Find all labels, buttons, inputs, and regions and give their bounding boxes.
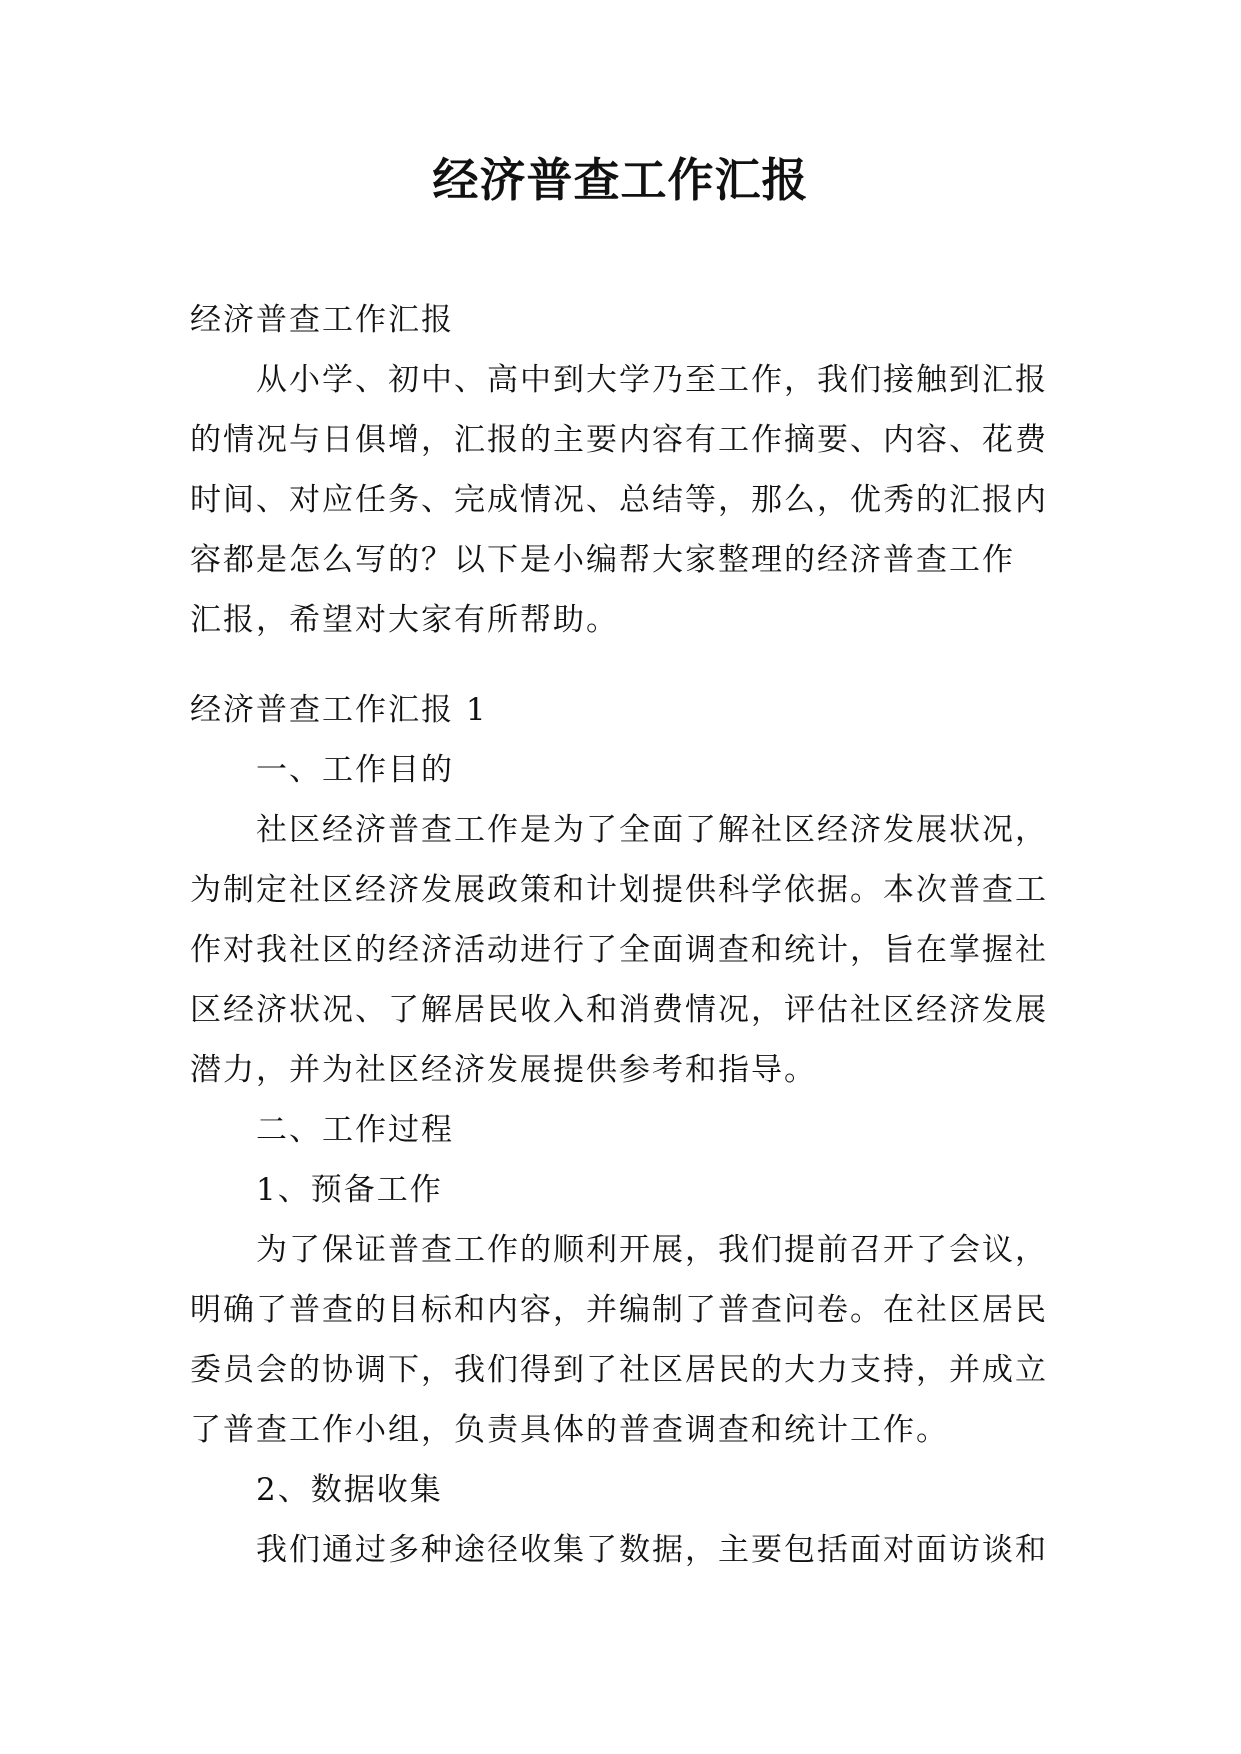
purpose-line: 作对我社区的经济活动进行了全面调查和统计，旨在掌握社 [190, 932, 1048, 968]
section-heading: 经济普查工作汇报 1 [190, 692, 488, 728]
intro-paragraph [190, 350, 1055, 650]
intro-line: 时间、对应任务、完成情况、总结等，那么，优秀的汇报内 [190, 482, 1048, 518]
purpose-paragraph [190, 800, 1055, 1100]
intro-line: 的情况与日俱增，汇报的主要内容有工作摘要、内容、花费 [190, 422, 1048, 458]
purpose-line: 区经济状况、了解居民收入和消费情况，评估社区经济发展 [190, 992, 1048, 1028]
purpose-heading: 一、工作目的 [256, 752, 454, 788]
data-paragraph [190, 1520, 1055, 1580]
intro-line: 汇报，希望对大家有所帮助。 [190, 602, 619, 638]
data-heading: 2、数据收集 [256, 1472, 443, 1508]
prep-paragraph [190, 1220, 1055, 1460]
document-title: 经济普查工作汇报 [432, 153, 809, 207]
process-heading: 二、工作过程 [256, 1112, 454, 1148]
paragraph-gap [190, 650, 1055, 680]
data-line: 我们通过多种途径收集了数据，主要包括面对面访谈和 [256, 1532, 1048, 1568]
intro-line: 从小学、初中、高中到大学乃至工作，我们接触到汇报 [256, 362, 1048, 398]
intro-line: 容都是怎么写的？以下是小编帮大家整理的经济普查工作 [190, 542, 1015, 578]
subtitle: 经济普查工作汇报 [190, 302, 454, 338]
purpose-line: 社区经济普查工作是为了全面了解社区经济发展状况， [256, 812, 1048, 848]
purpose-line: 为制定社区经济发展政策和计划提供科学依据。本次普查工 [190, 872, 1048, 908]
prep-line: 了普查工作小组，负责具体的普查调查和统计工作。 [190, 1412, 949, 1448]
prep-line: 委员会的协调下，我们得到了社区居民的大力支持，并成立 [190, 1352, 1048, 1388]
prep-line: 明确了普查的目标和内容，并编制了普查问卷。在社区居民 [190, 1292, 1048, 1328]
purpose-line: 潜力，并为社区经济发展提供参考和指导。 [190, 1052, 817, 1088]
document-body [190, 290, 1055, 1580]
prep-heading: 1、预备工作 [256, 1172, 443, 1208]
prep-line: 为了保证普查工作的顺利开展，我们提前召开了会议， [256, 1232, 1048, 1268]
